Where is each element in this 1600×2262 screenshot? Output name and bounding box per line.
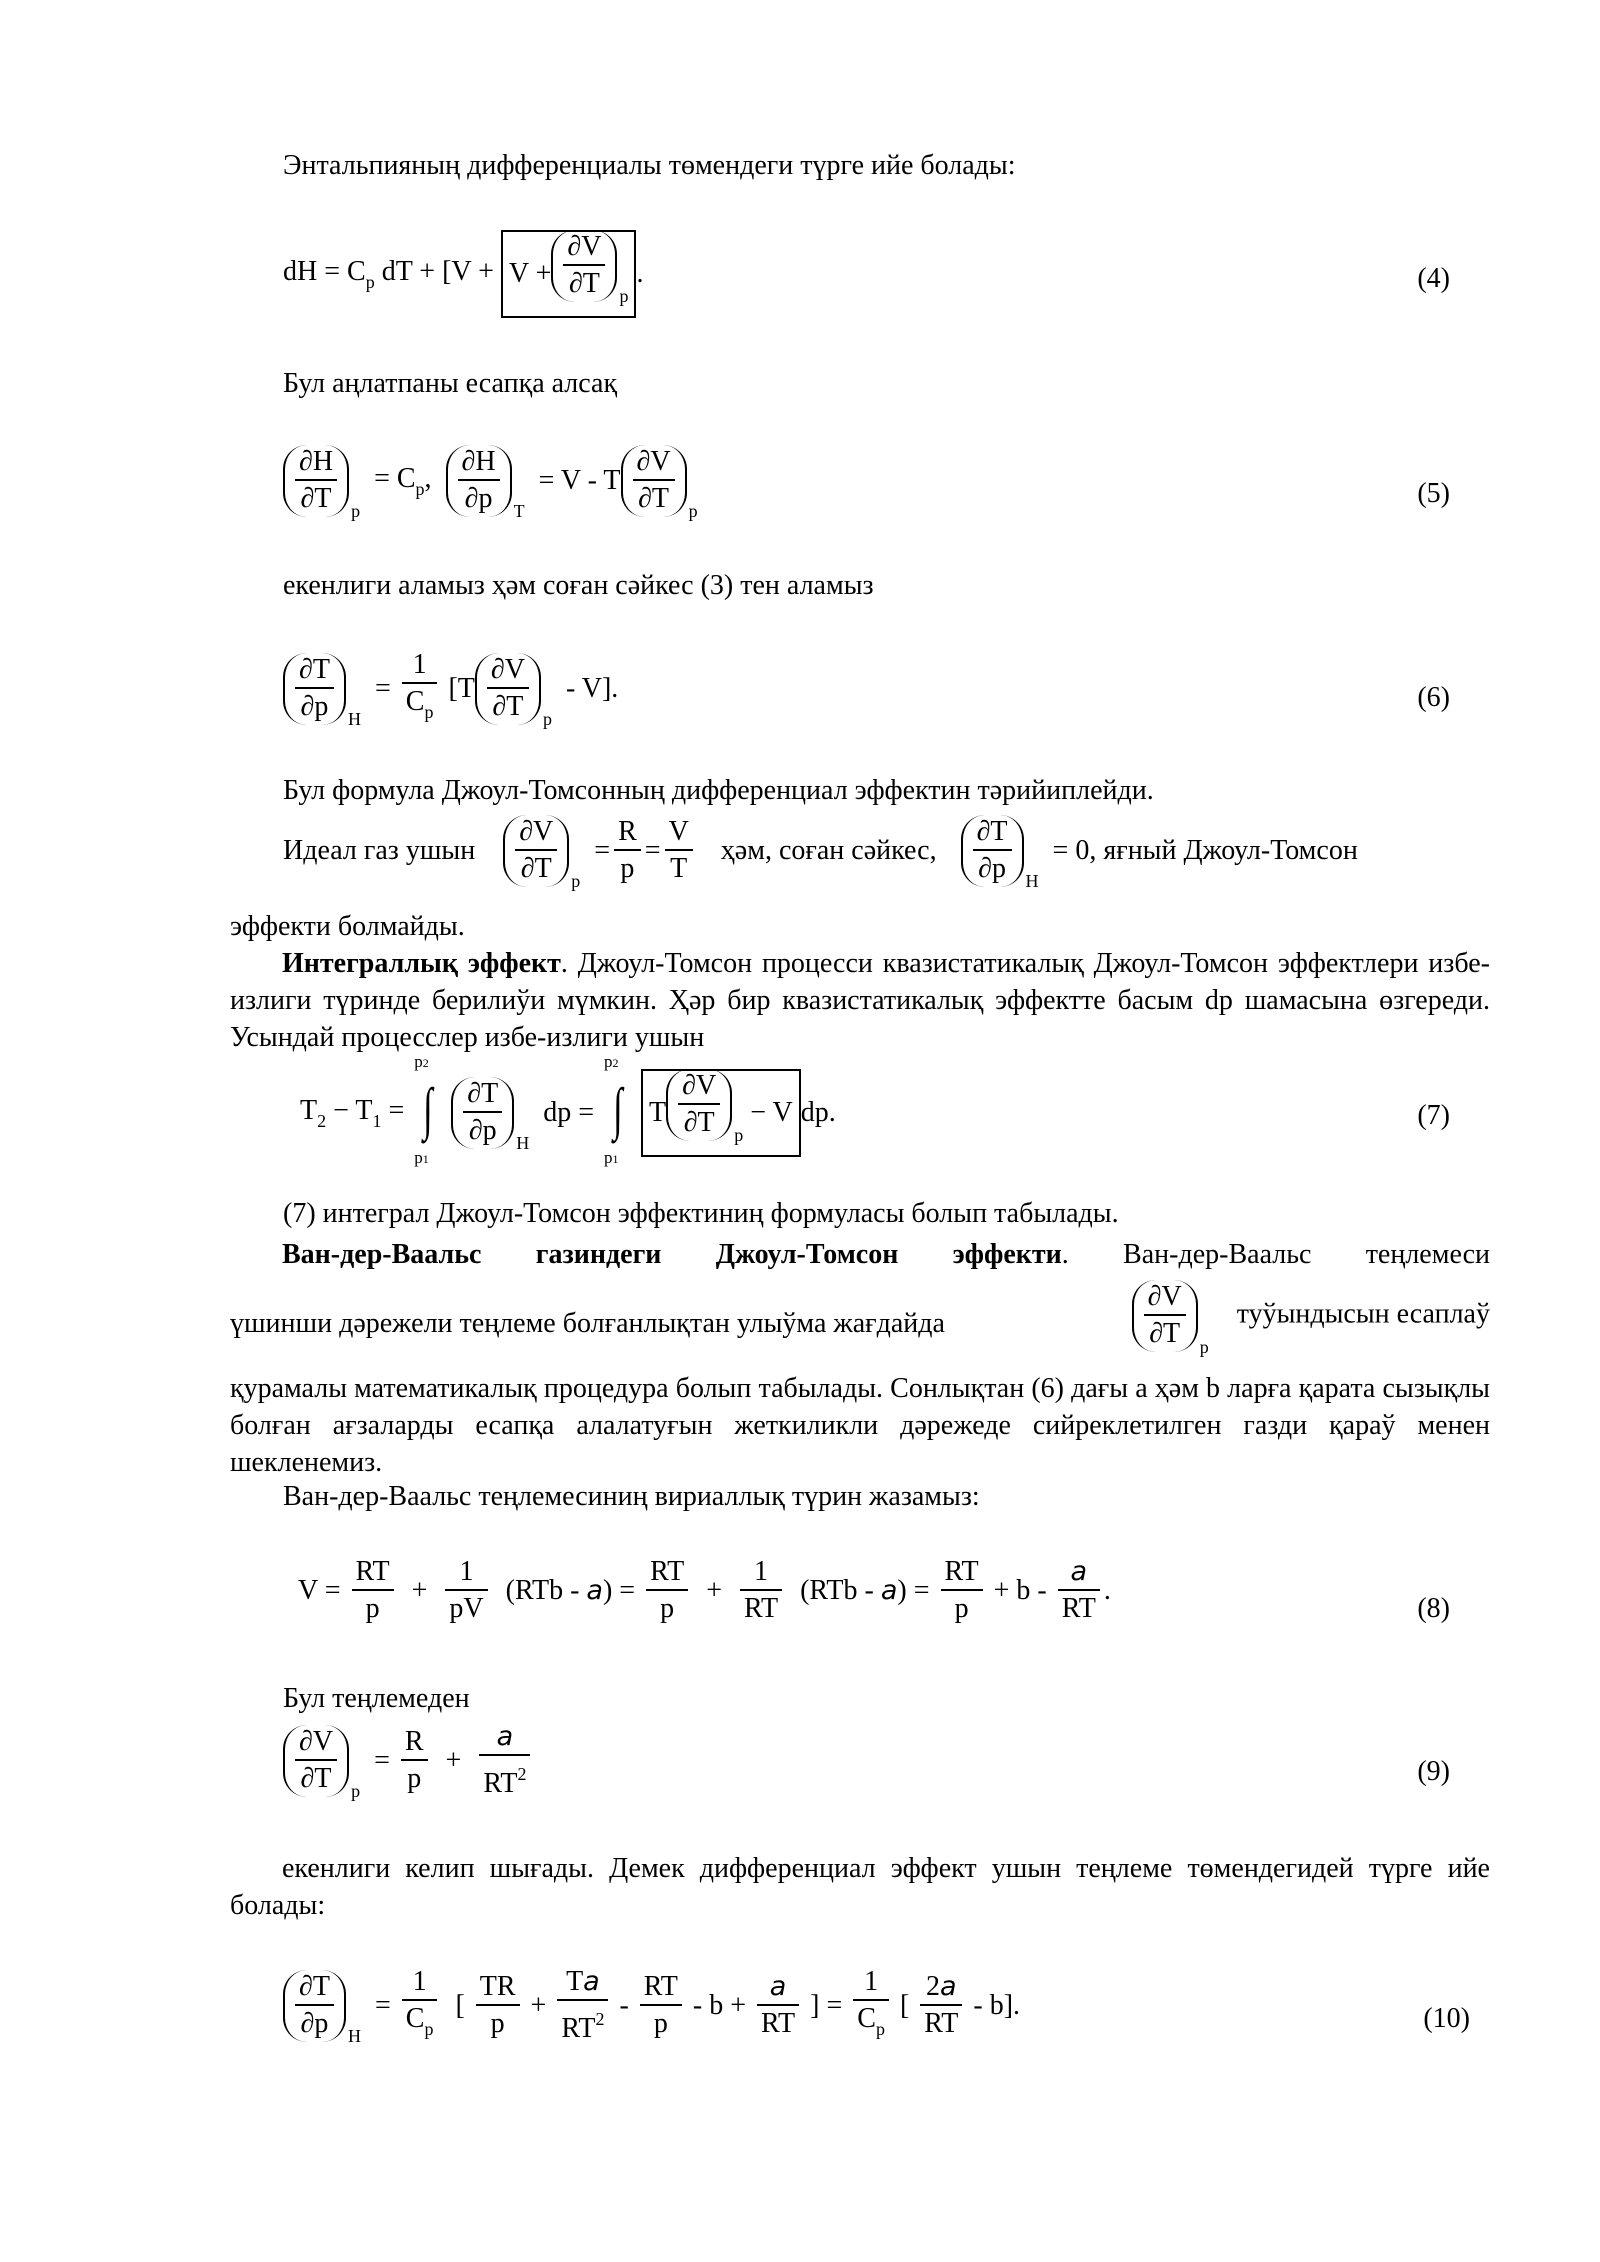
integral-effect-title: Интеграллық эффект — [282, 948, 561, 979]
equation-10: $\frac{\partial T}{\partial p}$ H = $\frac{1}{C_p}$ [ $\frac{TR}{p}$ + $\frac{Ta}{RT^2}$ - $\frac{RT}{p}$ - b + $\frac{a}{RT}$ ] = $\frac{1}{C_p}$ [ $\frac{2a}{RT}$ - b]. — [283, 1965, 1020, 2047]
paragraph-vdw-line3: қурамалы математикалық процедура болып табылады. Сонлықтан (6) дағы а ҳәм b ларға қарата сызықлы болған ағзаларды есапқа алалатуғын жеткиликли дәрежеде сийреклетилген газди қараў менен шекленемиз. — [230, 1373, 1490, 1478]
paragraph-vdw-line2: үшинши дәрежели теңлеме болғанлықтан улыўма жағдайда $\frac{\partial V}{\partial T}$ pтуўындысын есаплаў — [230, 1281, 1490, 1357]
paragraph-final: екенлиги келип шығады. Демек дифференциал эффект ушын теңлеме төмендегидей түрге ийе болады: — [230, 1853, 1490, 1921]
paragraph-integral-7: (7) интеграл Джоул-Томсон эффектиниң формуласы болып табылады. — [283, 1198, 1119, 1229]
equation-8-number: (8) — [1417, 1593, 1450, 1624]
equation-10-number: (10) — [1423, 2003, 1470, 2034]
integral-effect-text: . Джоул-Томсон процесси квазистатикалық Джоул-Томсон эффектлери избе-излиги түринде берилиўи мүмкин. Ҳәр бир квазистатикалық эффектте басым dp шамасына өзгереди. Усындай процесслер избе-излиги ушын — [230, 948, 1490, 1053]
paragraph-bul-anlatpa: Бул аңлатпаны есапқа алсақ — [283, 368, 618, 399]
equation-4-number: (4) — [1417, 263, 1450, 294]
intro-text: Энтальпияның дифференциалы төмендеги түрге ийе болады: — [283, 150, 1016, 181]
equation-4: dH = $C_p$ dT + [V + V + $\frac{\partial V}{\partial T}$ p. — [283, 230, 643, 318]
paragraph-bul-formula: Бул формула Джоул-Томсонның дифференциал эффектин тәрийиплейди. — [283, 775, 1154, 806]
ideal-gas-line: Идеал газ ушын $\frac{\partial V}{\partial T}$ p = $\frac{R}{p}$ = $\frac{V}{T}$ ҳәм, соған сәйкес, $\frac{\partial T}{\partial p}$ H = 0, яғный Джоул-Томсон — [283, 816, 1358, 892]
vdw-text1: . Ван-дер-Ваальс теңлемеси — [1061, 1239, 1490, 1270]
equation-9: $\frac{\partial V}{\partial T}$ p = $\frac{R}{p}$ + $\frac{a}{RT^2}$ — [283, 1720, 534, 1802]
ideal-gas-text-c: , яғный Джоул-Томсон — [1089, 835, 1358, 866]
equation-6-number: (6) — [1417, 682, 1450, 713]
equation-5-number: (5) — [1417, 478, 1450, 509]
equation-8: V = $\frac{RT}{p}$ + $\frac{1}{pV}$ (RTb - a) = $\frac{RT}{p}$ + $\frac{1}{RT}$ (RTb - a) = $\frac{RT}{p}$ + b - $\frac{a}{RT}$ . — [298, 1556, 1111, 1624]
equation-5: $\frac{\partial H}{\partial T}$ $p = C_p$, $\frac{\partial H}{\partial p}$ T = V - T $\frac{\partial V}{\partial T}$ p — [283, 445, 698, 522]
paragraph-virial: Ван-дер-Ваальс теңлемесиниң вириаллық түрин жазамыз: — [283, 1481, 980, 1512]
equation-7-number: (7) — [1417, 1100, 1450, 1131]
paragraph-ekenligi: екенлиги аламыз ҳәм соған сәйкес (3) тен аламыз — [283, 570, 874, 601]
equation-9-number: (9) — [1417, 1756, 1450, 1787]
equation-7: $T_2 - T_1$ = p2 ∫ p1 $\frac{\partial T}{\partial p}$ H dp = p2 ∫ p1 T $\frac{\partial V}{\partial T}$ p − V dp. — [300, 1052, 836, 1167]
ideal-gas-text-a: Идеал газ ушын — [283, 835, 476, 866]
equation-6: $\frac{\partial T}{\partial p}$ H = $\frac{1}{C_p}$ [T $\frac{\partial V}{\partial T}$ p - V]. — [283, 648, 618, 730]
paragraph-vdw-line1 — [230, 1236, 1490, 1273]
paragraph-integral-effect — [230, 945, 1490, 1056]
ideal-gas-text-b: ҳәм, соған сәйкес, — [720, 835, 937, 866]
vdw-text2: үшинши дәрежели теңлеме болғанлықтан улыўма жағдайда — [230, 1307, 945, 1339]
vdw-title: Ван-дер-Ваальс газиндеги Джоул-Томсон эффекти — [282, 1239, 1062, 1270]
ideal-gas-text-d: эффекти болмайды. — [230, 911, 465, 942]
paragraph-bul-tenlemeden: Бул теңлемеден — [283, 1683, 470, 1714]
vdw-text3: туўындысын есаплаў — [1236, 1298, 1490, 1330]
